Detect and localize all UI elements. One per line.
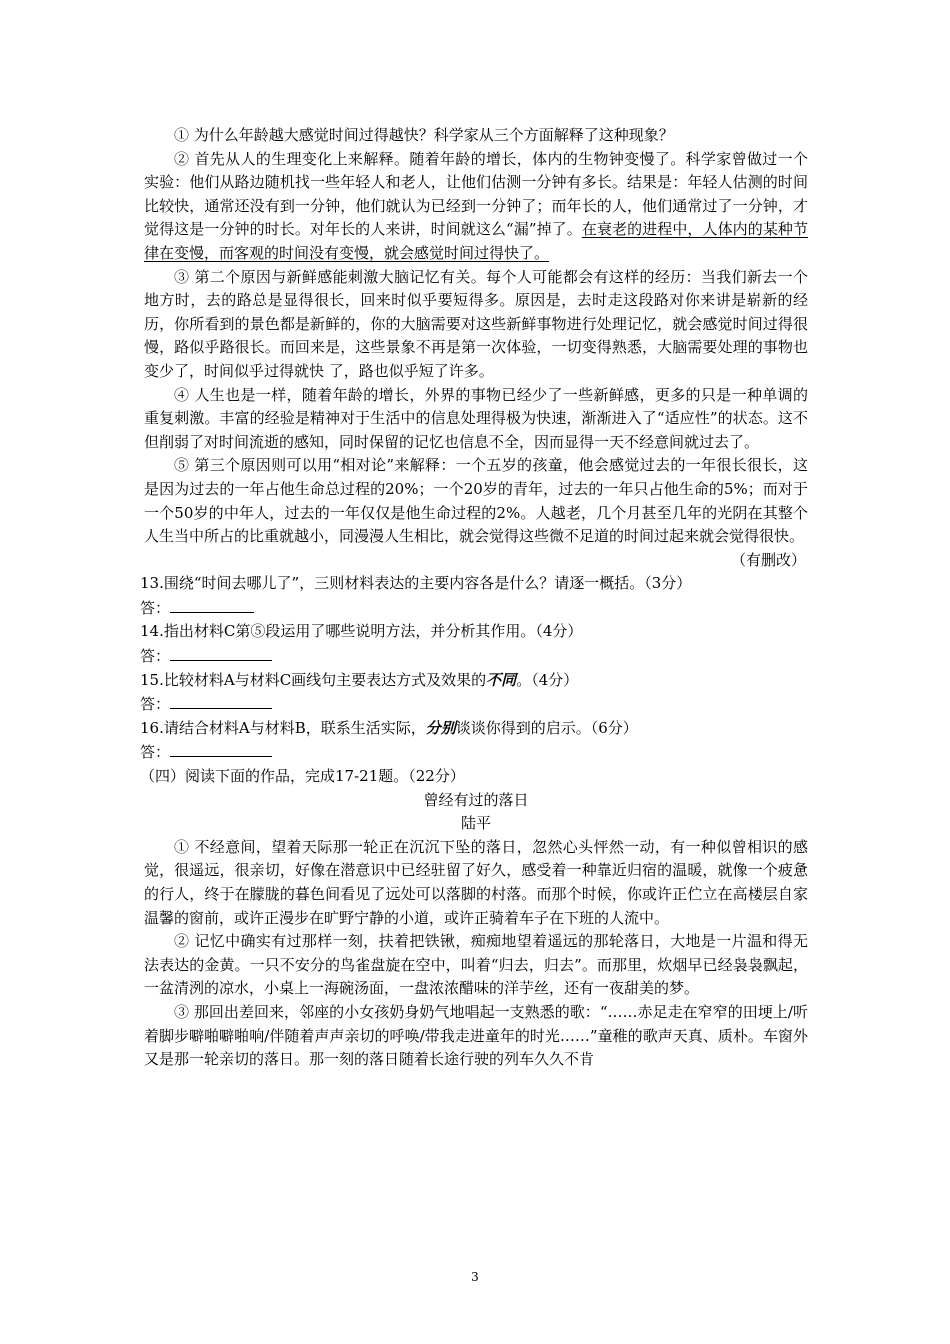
material-c-paragraph-2 bbox=[144, 148, 808, 266]
question-16-text: 16.请结合材料A与材料B，联系生活实际， bbox=[140, 718, 426, 737]
answer-14 bbox=[140, 644, 808, 669]
article-author: 陆平 bbox=[460, 814, 491, 833]
article-paragraph-3: ③ 那回出差回来，邻座的小女孩奶身奶气地唱起一支熟悉的歌：“……赤足走在窄窄的田埂上/听着脚步噼啪噼啪响/伴随着声声亲切的呼唤/带我走进童年的时光……”童稚的歌声天真、质朴。车窗外又是那一轮亲切的落日。那一刻的落日随着长途行驶的列车久久不肯 bbox=[144, 1002, 808, 1069]
answer-blank-16[interactable] bbox=[170, 740, 272, 757]
material-c-paragraph-3: ③ 第二个原因与新鲜感能刺激大脑记忆有关。每个人可能都会有这样的经历：当我们新去一个地方时，去的路总是显得很长，回来时似乎要短得多。原因是，去时走这段路对你来讲是崭新的经历，你所看到的景色都是新鲜的，你的大脑需要对这些新鲜事物进行处理记忆，就会感觉时间过得很慢，路似乎路很长。而回来是，这些景象不再是第一次体验，一切变得熟悉，大脑需要处理的事物也变少了，时间似乎过得就快 了，路也似乎短了许多。 bbox=[144, 267, 808, 380]
answer-15 bbox=[140, 692, 808, 717]
answer-blank-15[interactable] bbox=[170, 692, 272, 709]
answer-blank-14[interactable] bbox=[170, 644, 272, 661]
questions-block bbox=[140, 572, 808, 788]
article-paragraph-1: ① 不经意间，望着天际那一轮正在沉沉下坠的落日，忽然心头怦然一动，有一种似曾相识的感觉，很遥远，很亲切，好像在潜意识中已经驻留了好久，感受着一种靠近归宿的温暖，就像一个疲惫的行人，终于在朦胧的暮色间看见了远处可以落脚的村落。而那个时候，你或许正伫立在高楼层自家温馨的窗前，或许正漫步在旷野宁静的小道，或许正骑着车子在下班的人流中。 bbox=[144, 837, 808, 927]
question-15-score: 。（4分） bbox=[516, 670, 579, 689]
page-number: 3 bbox=[471, 1270, 479, 1284]
emphasis-different: 不同 bbox=[486, 670, 517, 689]
answer-blank-13[interactable] bbox=[170, 596, 254, 613]
answer-13 bbox=[140, 596, 808, 621]
material-c-paragraph-1: ① 为什么年龄越大感觉时间过得越快？科学家从三个方面解释了这种现象？ bbox=[174, 126, 674, 144]
question-15 bbox=[140, 669, 808, 693]
edited-note: （有删改） bbox=[730, 550, 806, 569]
answer-16 bbox=[140, 740, 808, 765]
question-15-text: 15.比较材料A与材料C画线句主要表达方式及效果的 bbox=[140, 670, 487, 689]
underlined-sentence-c: 在衰老的进程中，人体内的某种节律在变慢，而客观的时间没有变慢，就会感觉时间过得快了。 bbox=[144, 220, 808, 262]
question-16 bbox=[140, 717, 808, 741]
answer-label: 答： bbox=[140, 598, 171, 617]
section-4-header: （四）阅读下面的作品，完成17-21题。（22分） bbox=[140, 767, 465, 786]
article-title: 曾经有过的落日 bbox=[423, 790, 529, 809]
material-c-paragraph-4: ④ 人生也是一样，随着年龄的增长，外界的事物已经少了一些新鲜感，更多的只是一种单调的重复刺激。丰富的经验是精神对于生活中的信息处理得极为快速，渐渐进入了“适应性”的状态。这不但削弱了对时间流逝的感知，同时保留的记忆也信息不全，因而显得一天不经意间就过去了。 bbox=[144, 385, 808, 451]
material-c-paragraph-2-text: ② 首先从人的生理变化上来解释。随着年龄的增长，体内的生物钟变慢了。科学家曾做过一个实验：他们从路边随机找一些年轻人和老人，让他们估测一分钟有多长。结果是：年轻人估测的时间比较快，通常还没有到一分钟，他们就认为已经到一分钟了；而年长的人，他们通常过了一分钟，才觉得这是一分钟的时长。对年长的人来讲，时间就这么“漏”掉了。 bbox=[144, 149, 808, 239]
answer-label: 答： bbox=[140, 695, 171, 714]
answer-label: 答： bbox=[140, 647, 171, 666]
question-14: 14.指出材料C第⑤段运用了哪些说明方法，并分析其作用。（4分） bbox=[140, 622, 583, 641]
question-13: 13.围绕“时间去哪儿了”，三则材料表达的主要内容各是什么？请逐一概括。（3分） bbox=[140, 574, 692, 593]
question-16-score: 谈谈你得到的启示。（6分） bbox=[455, 718, 638, 737]
emphasis-separately: 分别 bbox=[425, 718, 456, 737]
answer-label: 答： bbox=[140, 743, 171, 762]
material-c-paragraph-5: ⑤ 第三个原因则可以用“相对论”来解释：一个五岁的孩童，他会感觉过去的一年很长很长，这是因为过去的一年占他生命总过程的20%；一个20岁的青年，过去的一年只占他生命的5%；而对于一个50岁的中年人，过去的一年仅仅是他生命过程的2%。人越老，几个月甚至几年的光阴在其整个人生当中所占的比重就越小，同漫漫人生相比，就会觉得这些微不足道的时间过起来就会觉得很快。 bbox=[144, 456, 808, 546]
page-content bbox=[140, 124, 808, 1072]
article-paragraph-2: ② 记忆中确实有过那样一刻，扶着把铁锹，痴痴地望着遥远的那轮落日，大地是一片温和得无法表达的金黄。一只不安分的鸟雀盘旋在空中，叫着“归去，归去”。而那里，炊烟早已经袅袅飘起，一盆清洌的凉水，小桌上一海碗汤面，一盘浓浓醋味的洋芋丝，还有一夜甜美的梦。 bbox=[144, 932, 808, 998]
